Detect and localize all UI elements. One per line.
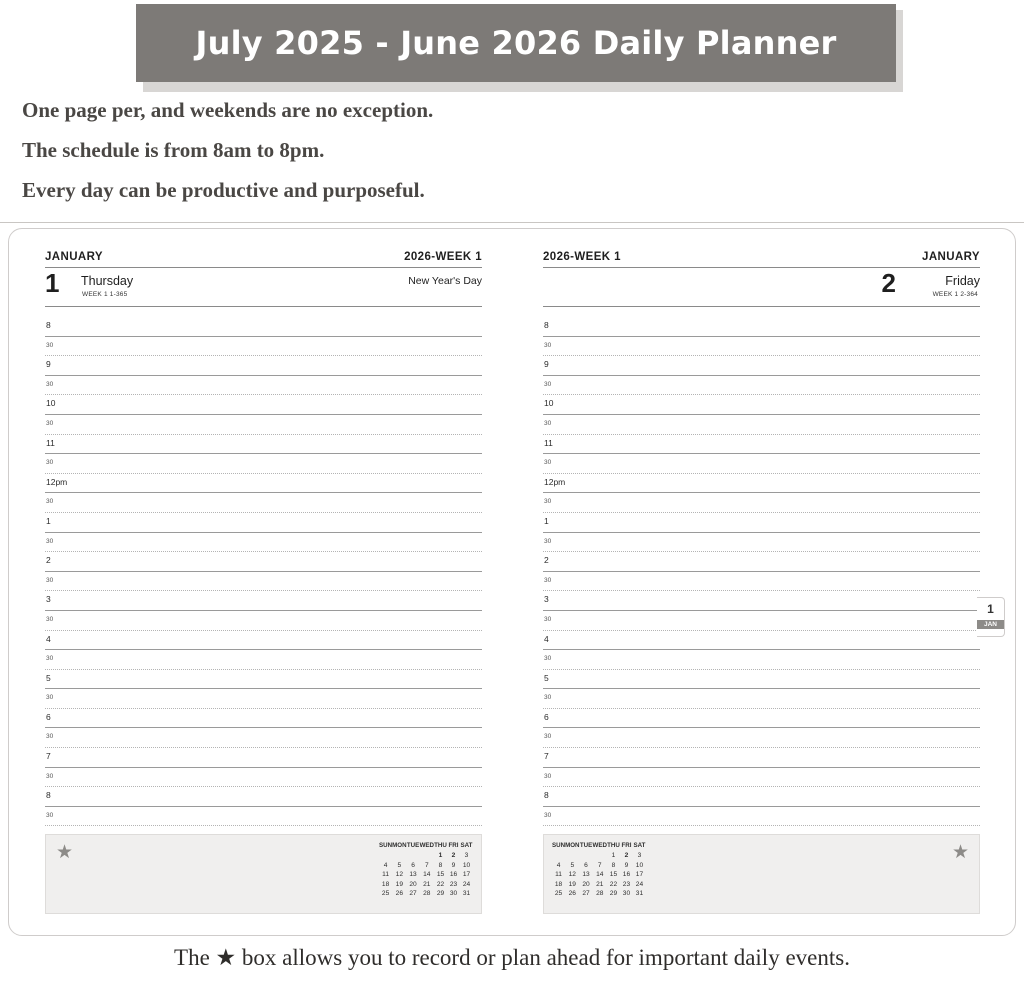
minical-day: 12 (568, 871, 576, 879)
slot-label: 30 (46, 419, 54, 427)
slot-label: 4 (46, 633, 51, 644)
schedule-slot[interactable] (543, 650, 980, 670)
slot-label: 30 (544, 615, 552, 623)
minical-day (379, 851, 392, 861)
slot-label: 30 (46, 459, 54, 467)
minical-day: 27 (409, 890, 417, 898)
schedule-slot[interactable] (45, 709, 482, 729)
minical-day: 9 (451, 861, 456, 869)
minical-day: 17 (462, 871, 471, 879)
minical-day: 28 (596, 890, 604, 898)
minical-week (552, 861, 646, 871)
minical-day: 6 (411, 861, 415, 869)
minical-day (593, 851, 607, 861)
slot-label: 8 (544, 320, 549, 330)
minical-day: 2 (624, 852, 629, 860)
schedule-slot[interactable] (45, 728, 482, 748)
slot-label: 7 (46, 751, 51, 762)
minical-header: THU (434, 842, 447, 850)
day-name-right: Friday (945, 274, 980, 288)
slot-label: 30 (544, 694, 552, 702)
month-label-left: JANUARY (45, 251, 103, 263)
slot-label: 30 (544, 459, 552, 467)
minical-header: SUN (379, 842, 393, 850)
slot-label: 9 (46, 359, 51, 370)
slot-rule (543, 825, 980, 826)
schedule-slot[interactable] (543, 768, 980, 788)
date-row-right (543, 268, 980, 307)
month-edge-tab[interactable] (977, 597, 1005, 637)
minical-week (379, 861, 473, 871)
day-name-left: Thursday (81, 274, 134, 288)
schedule-slot[interactable] (45, 317, 482, 337)
minical-day: 11 (555, 871, 562, 879)
slot-label: 12pm (46, 476, 68, 487)
minical-day: 10 (635, 861, 644, 869)
slot-label: 30 (46, 733, 54, 741)
slot-label: 8 (46, 790, 51, 801)
day-number-left: 1 (45, 268, 60, 298)
minical-day: 1 (438, 852, 443, 860)
schedule-slot[interactable] (543, 415, 980, 435)
slot-label: 5 (46, 672, 51, 683)
minical-day: 7 (597, 861, 602, 869)
schedule-slot[interactable] (543, 474, 980, 494)
minical-day: 3 (637, 852, 642, 860)
date-row-left (45, 268, 482, 307)
schedule-slot[interactable] (543, 748, 980, 768)
slot-label: 2 (46, 555, 51, 566)
slot-label: 6 (544, 711, 549, 722)
schedule-slot[interactable] (45, 552, 482, 572)
schedule-slot[interactable] (543, 513, 980, 533)
week-label-left: 2026-WEEK 1 (404, 251, 482, 263)
minical-day: 31 (462, 890, 471, 898)
schedule-slot[interactable] (543, 493, 980, 513)
minical-week (552, 851, 646, 861)
minical-week (379, 851, 473, 861)
minical-day (407, 851, 420, 861)
minical-day (565, 851, 579, 861)
schedule-slot[interactable] (45, 376, 482, 396)
minical-day (580, 851, 593, 861)
slot-label: 30 (544, 733, 552, 741)
minical-header: SUN (552, 842, 566, 850)
slot-label: 30 (544, 380, 552, 388)
minical-day: 9 (624, 861, 629, 869)
intro-line-1: One page per, and weekends are no exception. (22, 98, 434, 122)
header-banner (0, 0, 1024, 96)
day-number-right: 2 (881, 268, 896, 298)
slot-label: 30 (46, 380, 54, 388)
minical-day (420, 851, 434, 861)
mini-calendar-left (379, 841, 473, 899)
star-icon: ★ (951, 842, 969, 864)
minical-week (552, 880, 646, 890)
minical-day: 13 (409, 871, 417, 879)
notes-footer-right[interactable] (543, 834, 980, 914)
schedule-slot[interactable] (45, 356, 482, 376)
minical-day: 26 (568, 890, 576, 898)
week-info-right: WEEK 1 2-364 (932, 291, 978, 298)
holiday-label-left: New Year's Day (408, 275, 482, 287)
schedule-slot[interactable] (543, 728, 980, 748)
minical-day: 24 (635, 880, 644, 888)
minical-header: WED (592, 842, 607, 850)
slot-label: 30 (46, 694, 54, 702)
schedule-slot[interactable] (45, 474, 482, 494)
slot-label: 30 (544, 341, 552, 349)
minical-day: 28 (423, 890, 431, 898)
minical-day: 30 (622, 890, 631, 898)
slot-label: 3 (46, 594, 51, 605)
slot-label: 8 (544, 790, 549, 801)
schedule-slot[interactable] (543, 356, 980, 376)
edge-tab-number: 1 (987, 602, 994, 616)
slot-label: 30 (544, 498, 552, 506)
minical-week (379, 870, 473, 880)
slot-label: 30 (46, 772, 54, 780)
minical-header: WED (419, 842, 434, 850)
minical-day: 20 (409, 880, 417, 888)
slot-label: 10 (46, 398, 56, 409)
slot-label: 12pm (544, 476, 566, 487)
minical-day: 26 (395, 890, 404, 898)
minical-day: 27 (582, 890, 590, 898)
minical-day: 18 (554, 880, 563, 888)
minical-day: 19 (395, 880, 404, 888)
minical-header: FRI (448, 842, 459, 850)
week-info-left: WEEK 1 1-365 (82, 291, 128, 298)
minical-day: 16 (622, 871, 631, 879)
minical-day: 4 (383, 861, 388, 869)
footer-caption: The ★ box allows you to record or plan ahead for important daily events. (174, 945, 850, 970)
minical-day: 16 (449, 871, 458, 879)
minical-day: 21 (423, 880, 431, 888)
schedule-slot[interactable] (543, 611, 980, 631)
minical-day: 25 (554, 890, 563, 898)
mini-calendar-right (552, 841, 646, 899)
schedule-slot[interactable] (45, 591, 482, 611)
slot-label: 30 (46, 537, 54, 545)
minical-day: 23 (449, 880, 458, 888)
slot-label: 11 (544, 437, 553, 448)
minical-day: 29 (609, 890, 618, 898)
schedule-slot[interactable] (543, 670, 980, 690)
minical-day: 10 (462, 861, 471, 869)
slot-label: 30 (544, 419, 552, 427)
minical-day: 14 (423, 871, 431, 879)
schedule-slot[interactable] (45, 807, 482, 827)
minical-day: 11 (382, 871, 390, 879)
minical-day: 8 (611, 861, 616, 869)
minical-day: 30 (449, 890, 458, 898)
minical-day: 6 (584, 861, 588, 869)
minical-header: MON (392, 842, 407, 850)
schedule-slot[interactable] (45, 454, 482, 474)
minical-day: 24 (462, 880, 471, 888)
schedule-slot[interactable] (45, 748, 482, 768)
minical-week (379, 880, 473, 890)
slot-label: 30 (544, 811, 552, 819)
slot-label: 2 (544, 555, 549, 566)
minical-day: 4 (556, 861, 561, 869)
minical-week (552, 870, 646, 880)
schedule-slot[interactable] (543, 552, 980, 572)
schedule-slot[interactable] (45, 572, 482, 592)
minical-day (392, 851, 406, 861)
schedule-slot[interactable] (543, 454, 980, 474)
schedule-slot[interactable] (45, 611, 482, 631)
slot-label: 30 (544, 576, 552, 584)
minical-week (379, 889, 473, 899)
minical-header: TUE (579, 842, 593, 850)
slot-label: 6 (46, 711, 51, 722)
minical-day: 3 (464, 852, 469, 860)
minical-day: 1 (611, 852, 616, 860)
minical-header: SAT (460, 842, 473, 850)
schedule-slot[interactable] (45, 670, 482, 690)
slot-label: 30 (46, 811, 54, 819)
slot-label: 11 (46, 437, 55, 448)
minical-day: 5 (397, 861, 402, 869)
page-header-left (45, 251, 482, 268)
page-title: July 2025 - June 2026 Daily Planner (195, 24, 837, 62)
minical-day: 22 (436, 880, 445, 888)
minical-day: 31 (635, 890, 644, 898)
schedule-slot[interactable] (45, 650, 482, 670)
minical-day: 15 (436, 871, 445, 879)
schedule-slot[interactable] (543, 591, 980, 611)
minical-header: SAT (633, 842, 646, 850)
minical-day: 17 (635, 871, 644, 879)
minical-day: 29 (436, 890, 445, 898)
schedule-slot[interactable] (543, 395, 980, 415)
slot-label: 30 (46, 498, 54, 506)
minical-day: 23 (622, 880, 631, 888)
page-header-right (543, 251, 980, 268)
planner-page-left (45, 251, 482, 916)
schedule-slot[interactable] (543, 533, 980, 553)
minical-header: TUE (406, 842, 420, 850)
minical-header: FRI (621, 842, 632, 850)
minical-day: 14 (596, 871, 604, 879)
schedule-slot[interactable] (543, 337, 980, 357)
minical-day: 18 (381, 880, 390, 888)
planner-spread (8, 228, 1016, 936)
schedule-slot[interactable] (543, 807, 980, 827)
schedule-slot[interactable] (543, 787, 980, 807)
section-divider (0, 222, 1024, 223)
schedule-slot[interactable] (543, 689, 980, 709)
slot-label: 30 (544, 772, 552, 780)
slot-label: 3 (544, 594, 549, 605)
slot-rule (45, 825, 482, 826)
schedule-slot[interactable] (45, 395, 482, 415)
schedule-slot[interactable] (45, 689, 482, 709)
banner-box (136, 4, 896, 82)
schedule-slot[interactable] (543, 631, 980, 651)
planner-page-right (543, 251, 980, 916)
minical-header: MON (565, 842, 580, 850)
week-label-right: 2026-WEEK 1 (543, 251, 621, 263)
slot-label: 30 (544, 537, 552, 545)
schedule-slot[interactable] (543, 435, 980, 455)
schedule-slot[interactable] (45, 787, 482, 807)
schedule-slot[interactable] (543, 709, 980, 729)
slot-label: 30 (544, 655, 552, 663)
notes-footer-left[interactable] (45, 834, 482, 914)
minical-day: 8 (438, 861, 443, 869)
minical-day: 2 (451, 852, 456, 860)
slot-label: 8 (46, 320, 51, 330)
intro-text-block (22, 98, 1002, 218)
schedule-grid-left (45, 317, 482, 826)
minical-day: 5 (570, 861, 575, 869)
slot-label: 1 (544, 515, 549, 526)
minical-day: 13 (582, 871, 590, 879)
schedule-slot[interactable] (543, 376, 980, 396)
slot-label: 30 (46, 576, 54, 584)
slot-label: 4 (544, 633, 549, 644)
schedule-slot[interactable] (45, 768, 482, 788)
schedule-slot[interactable] (45, 533, 482, 553)
schedule-slot[interactable] (45, 415, 482, 435)
schedule-slot[interactable] (543, 572, 980, 592)
schedule-slot[interactable] (45, 435, 482, 455)
slot-label: 30 (46, 341, 54, 349)
minical-day: 19 (568, 880, 576, 888)
minical-day: 21 (596, 880, 604, 888)
slot-label: 5 (544, 672, 549, 683)
schedule-slot[interactable] (45, 493, 482, 513)
month-label-right: JANUARY (922, 251, 980, 263)
slot-label: 30 (46, 655, 54, 663)
minical-day: 15 (609, 871, 618, 879)
intro-line-2: The schedule is from 8am to 8pm. (22, 138, 325, 162)
schedule-slot[interactable] (45, 337, 482, 357)
minical-day: 20 (582, 880, 590, 888)
edge-tab-month: JAN (977, 620, 1004, 629)
minical-day (552, 851, 565, 861)
intro-line-3: Every day can be productive and purposeful. (22, 178, 425, 202)
minical-week (552, 889, 646, 899)
minical-day: 7 (424, 861, 429, 869)
slot-label: 1 (46, 515, 51, 526)
minical-day: 25 (381, 890, 390, 898)
schedule-slot[interactable] (543, 317, 980, 337)
minical-day: 12 (395, 871, 404, 879)
star-icon: ★ (56, 842, 74, 864)
schedule-slot[interactable] (45, 513, 482, 533)
schedule-grid-right (543, 317, 980, 826)
slot-label: 30 (46, 615, 54, 623)
minical-header: THU (607, 842, 620, 850)
slot-label: 10 (544, 398, 554, 409)
slot-label: 9 (544, 359, 549, 370)
minical-day: 22 (609, 880, 618, 888)
slot-label: 7 (544, 751, 549, 762)
schedule-slot[interactable] (45, 631, 482, 651)
